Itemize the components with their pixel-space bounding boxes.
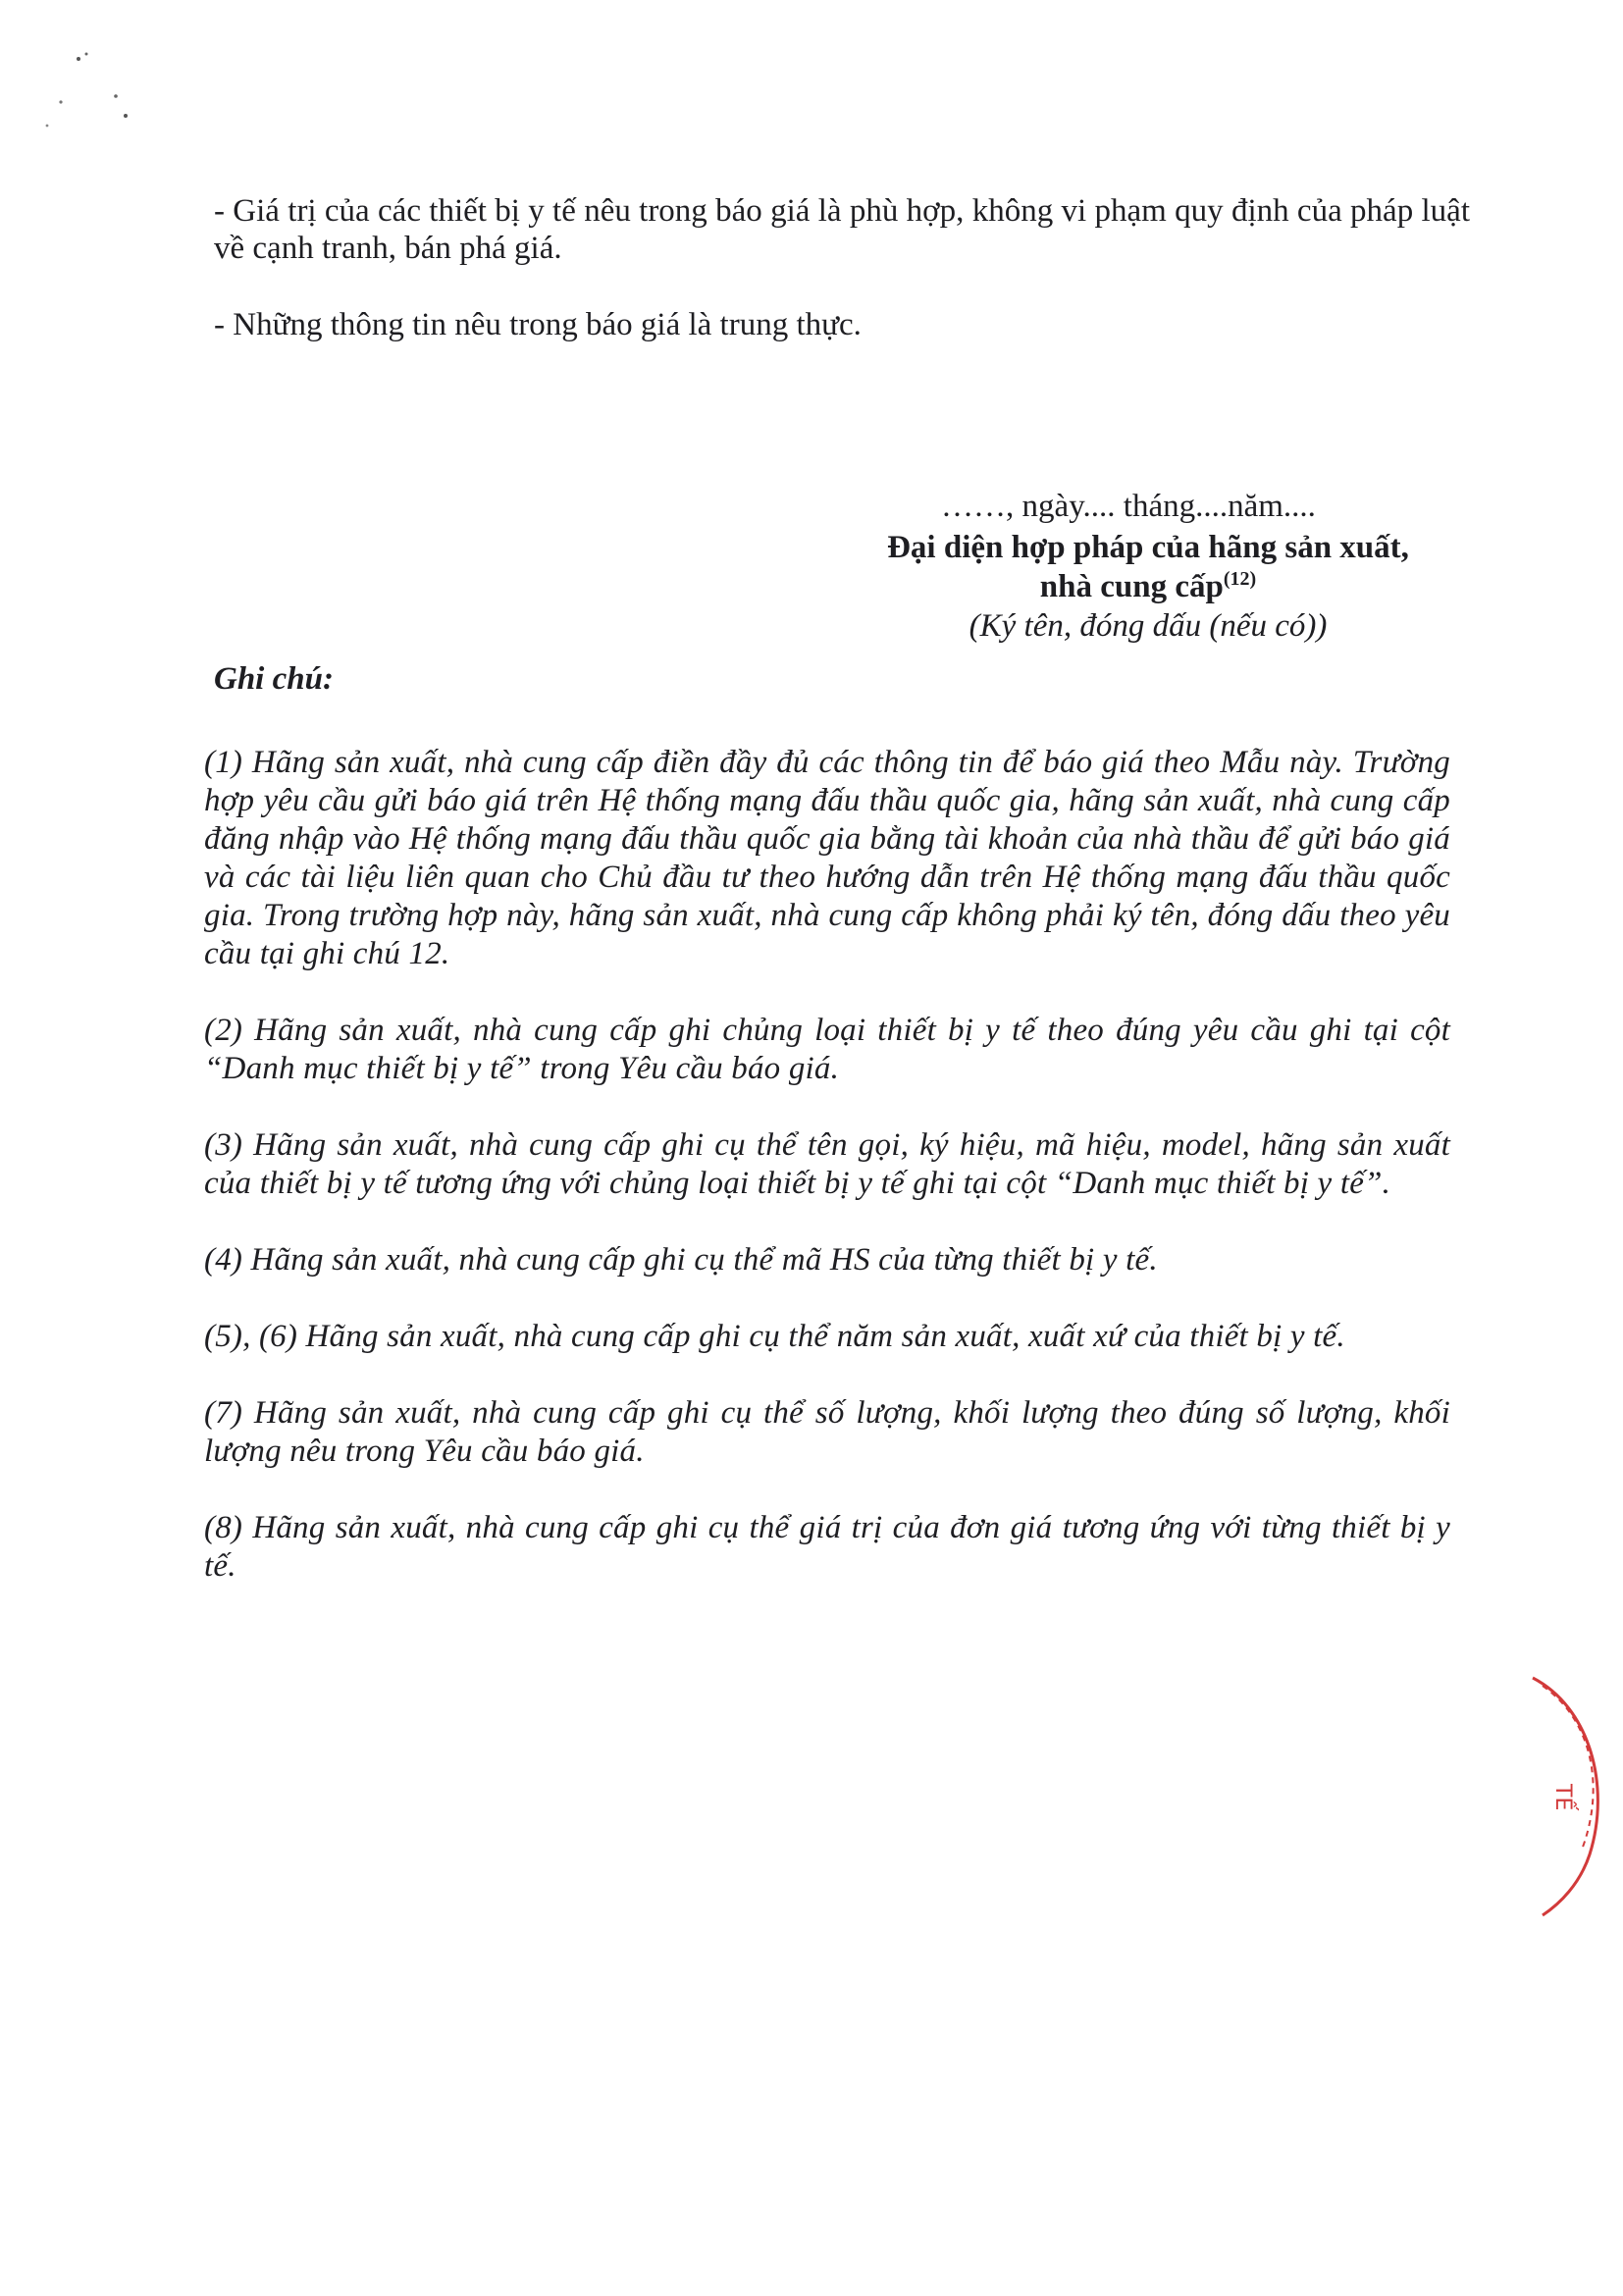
notes-list (204, 744, 1450, 1624)
signature-date-line: ……, ngày.... tháng....năm.... (941, 489, 1316, 524)
signature-title-line1: Đại diện hợp pháp của hãng sản xuất, (887, 530, 1409, 565)
note-item-8: (8) Hãng sản xuất, nhà cung cấp ghi cụ thể giá trị của đơn giá tương ứng với từng thiết bị y tế. (204, 1510, 1450, 1584)
red-stamp-fragment (1501, 1668, 1623, 1923)
statement-truthful-info: - Những thông tin nêu trong báo giá là trung thực. (214, 307, 862, 342)
statement-price-compliance: - Giá trị của các thiết bị y tế nêu trong báo giá là phù hợp, không vi phạm quy định của pháp luật về cạnh tranh, bán phá giá. (214, 193, 1470, 266)
scan-specks-decoration (0, 0, 196, 157)
note-item-1: (1) Hãng sản xuất, nhà cung cấp điền đầy đủ các thông tin để báo giá theo Mẫu này. Trường hợp yêu cầu gửi báo giá trên Hệ thống mạng đấu thầu quốc gia, hãng sản xuất, nhà cung cấp đăng nhập vào Hệ thống mạng đấu thầu quốc gia bằng tài khoản của nhà thầu để gửi báo giá và các tài liệu liên quan cho Chủ đầu tư theo hướng dẫn trên Hệ thống mạng đấu thầu quốc gia. Trong trường hợp này, hãng sản xuất, nhà cung cấp không phải ký tên, đóng dấu theo yêu cầu tại ghi chú 12. (204, 745, 1450, 971)
note-item-2: (2) Hãng sản xuất, nhà cung cấp ghi chủng loại thiết bị y tế theo đúng yêu cầu ghi tại cột “Danh mục thiết bị y tế” trong Yêu cầu báo giá. (204, 1013, 1450, 1086)
stamp-fragment-text: TẾ (1550, 1784, 1575, 1811)
note-item-4: (4) Hãng sản xuất, nhà cung cấp ghi cụ thể mã HS của từng thiết bị y tế. (204, 1242, 1158, 1278)
signature-title-reference: (12) (1223, 568, 1257, 590)
note-item-3: (3) Hãng sản xuất, nhà cung cấp ghi cụ thể tên gọi, ký hiệu, mã hiệu, model, hãng sản xuất của thiết bị y tế tương ứng với chủng loại thiết bị y tế ghi tại cột “Danh mục thiết bị y tế”. (204, 1127, 1450, 1201)
signature-title-text: nhà cung cấp (1039, 569, 1224, 604)
signature-title-line2 (844, 567, 1452, 606)
signature-block (844, 487, 1452, 646)
note-item-7: (7) Hãng sản xuất, nhà cung cấp ghi cụ thể số lượng, khối lượng theo đúng số lượng, khối lượng nêu trong Yêu cầu báo giá. (204, 1395, 1450, 1469)
notes-heading: Ghi chú: (214, 661, 334, 697)
note-item-5-6: (5), (6) Hãng sản xuất, nhà cung cấp ghi cụ thể năm sản xuất, xuất xứ của thiết bị y tế. (204, 1319, 1345, 1354)
signature-instruction: (Ký tên, đóng dấu (nếu có)) (969, 608, 1328, 644)
